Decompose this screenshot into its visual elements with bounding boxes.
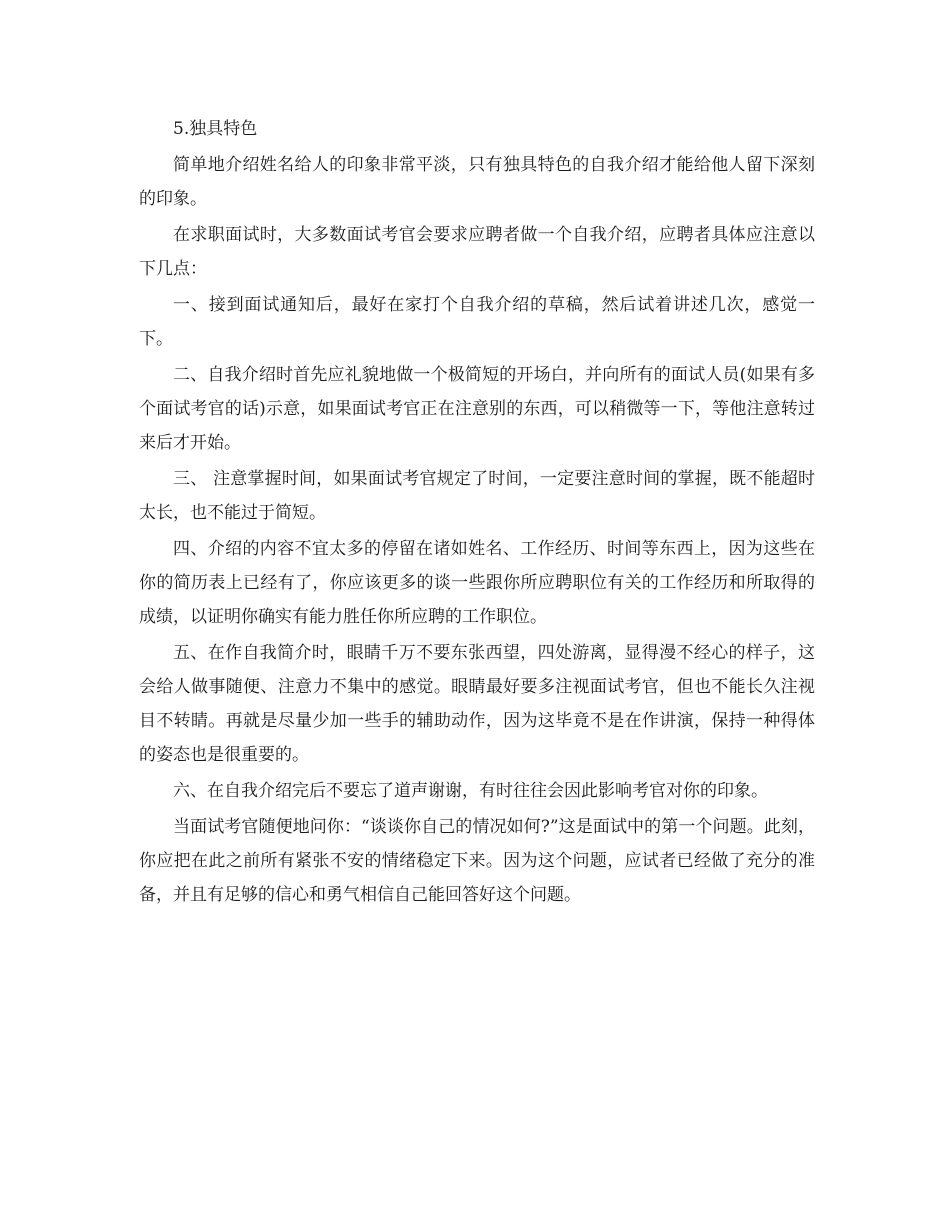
paragraph-intro: 简单地介绍姓名给人的印象非常平淡，只有独具特色的自我介绍才能给他人留下深刻的印象。 [139, 155, 815, 209]
paragraph-point-2: 二、自我介绍时首先应礼貌地做一个极简短的开场白，并向所有的面试人员(如果有多个面试考官的话)示意，如果面试考官正在注意别的东西，可以稍微等一下，等他注意转过来后才开始。 [139, 365, 815, 453]
paragraph-closing: 当面试考官随便地问你：“谈谈你自己的情况如何?”这是面试中的第一个问题。此刻，你应把在此之前所有紧张不安的情绪稳定下来。因为这个问题，应试者已经做了充分的准备，并且有足够的信心和勇气相信自己能回答好这个问题。 [139, 817, 815, 905]
document-page [139, 112, 815, 914]
paragraph-point-4: 四、介绍的内容不宜太多的停留在诸如姓名、工作经历、时间等东西上，因为这些在你的简历表上已经有了，你应该更多的谈一些跟你所应聘职位有关的工作经历和所取得的成绩，以证明你确实有能力胜任你所应聘的工作职位。 [139, 539, 815, 627]
paragraph-point-1: 一、接到面试通知后，最好在家打个自我介绍的草稿，然后试着讲述几次，感觉一下。 [139, 295, 815, 349]
paragraph-notes-lead: 在求职面试时，大多数面试考官会要求应聘者做一个自我介绍，应聘者具体应注意以下几点： [139, 225, 815, 279]
paragraph-point-5: 五、在作自我简介时，眼睛千万不要东张西望，四处游离，显得漫不经心的样子，这会给人做事随便、注意力不集中的感觉。眼睛最好要多注视面试考官，但也不能长久注视目不转睛。再就是尽量少加一些手的辅助动作，因为这毕竟不是在作讲演，保持一种得体的姿态也是很重要的。 [139, 643, 815, 765]
paragraph-point-6: 六、在自我介绍完后不要忘了道声谢谢，有时往往会因此影响考官对你的印象。 [173, 781, 768, 801]
section-heading: 5.独具特色 [173, 119, 258, 139]
paragraph-point-3: 三、 注意掌握时间，如果面试考官规定了时间，一定要注意时间的掌握，既不能超时太长，也不能过于简短。 [139, 469, 815, 523]
